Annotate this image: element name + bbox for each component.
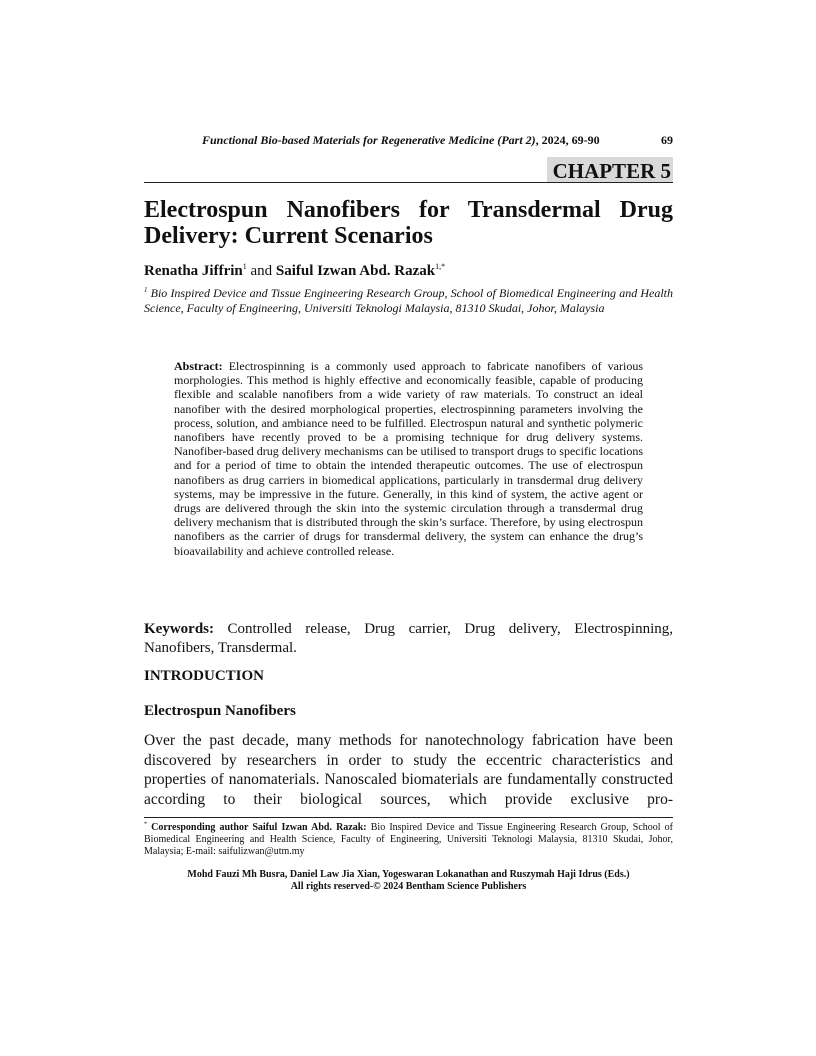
keywords-text: Controlled release, Drug carrier, Drug delivery, Electrospinning, Nanofibers, Transdermal. xyxy=(144,621,673,656)
author-affil-marker: 1,* xyxy=(435,262,446,271)
affiliation-marker: 1 xyxy=(144,286,148,294)
keywords-label: Keywords: xyxy=(144,621,214,637)
footnote-marker: * xyxy=(144,821,147,828)
affiliation-text: Bio Inspired Device and Tissue Engineering Research Group, School of Biomedical Engineering and Health Science, Faculty of Engineering, Universiti Teknologi Malaysia, 81310 Skudai, Johor, Malaysia xyxy=(144,286,673,315)
editors-line: Mohd Fauzi Mh Busra, Daniel Law Jia Xian, Yogeswaran Lokanathan and Ruszymah Haji Idrus (Eds.) xyxy=(187,869,630,880)
abstract xyxy=(174,359,643,558)
footnote xyxy=(144,822,673,858)
abstract-label: Abstract: xyxy=(174,359,223,373)
chapter-title: Electrospun Nanofibers for Transdermal Drug Delivery: Current Scenarios xyxy=(144,197,673,249)
author-name: Saiful Izwan Abd. Razak xyxy=(275,263,436,279)
chapter-label: CHAPTER 5 xyxy=(547,157,673,183)
subsection-heading: Electrospun Nanofibers xyxy=(144,703,296,719)
section-heading: INTRODUCTION xyxy=(144,668,265,684)
journal-title: Functional Bio-based Materials for Regenerative Medicine (Part 2) xyxy=(202,133,536,147)
footnote-label: Corresponding author Saiful Izwan Abd. Razak: xyxy=(147,822,367,833)
author-affil-marker: 1 xyxy=(242,262,247,271)
footnote-text: Bio Inspired Device and Tissue Engineering Research Group, School of Biomedical Engineering and Health Science, Faculty of Engineering, Universiti Teknologi Malaysia, 81310 Skudai, Johor, Malaysia; E-mail: saifulizwan@utm.my xyxy=(144,822,673,857)
author-name: Renatha Jiffrin xyxy=(144,263,243,279)
author-line xyxy=(144,263,673,280)
editors-credit xyxy=(144,869,673,893)
chapter-divider xyxy=(144,182,673,183)
page-number: 69 xyxy=(661,133,673,147)
footnote-divider xyxy=(144,817,673,818)
journal-details: , 2024, 69-90 xyxy=(535,133,600,147)
affiliation xyxy=(144,286,673,316)
keywords xyxy=(144,620,673,658)
author-connector: and xyxy=(246,263,276,279)
body-paragraph: Over the past decade, many methods for nanotechnology fabrication have been discovered by researchers in order to study the eccentric characteristics and properties of nanomaterials. Nanoscaled biomaterials are fundamentally constructed according to their biological sources, which provide exclusive pro- xyxy=(144,732,673,808)
copyright-line: All rights reserved-© 2024 Bentham Science Publishers xyxy=(290,881,527,892)
journal-citation xyxy=(202,133,600,148)
abstract-text: Electrospinning is a commonly used approach to fabricate nanofibers of various morphologies. This method is highly effective and economically feasible, capable of producing flexible and scalable nanofibers from a wide variety of raw materials. To construct an ideal nanofiber with the desired morphological properties, electrospinning parameters involving the process, solution, and ambiance need to be fulfilled. Electrospun natural and synthetic polymeric nanofibers have recently proved to be a promising technique for drug delivery systems. Nanofiber-based drug delivery mechanisms can be utilised to transport drugs to specific locations and for a period of time to obtain the intended therapeutic outcomes. The use of electrospun nanofibers as drug carriers in biomedical applications, particularly in transdermal drug delivery systems, may be impressive in the future. Generally, in this kind of system, the active agent or drugs are delivered through the skin into the systemic circulation through a transdermal drug delivery mechanism that is distributed through the skin’s surface. Therefore, by using electrospun nanofibers as the carrier of drugs for transdermal delivery, the system can enhance the drug’s bioavailability and achieve controlled release. xyxy=(174,359,643,558)
